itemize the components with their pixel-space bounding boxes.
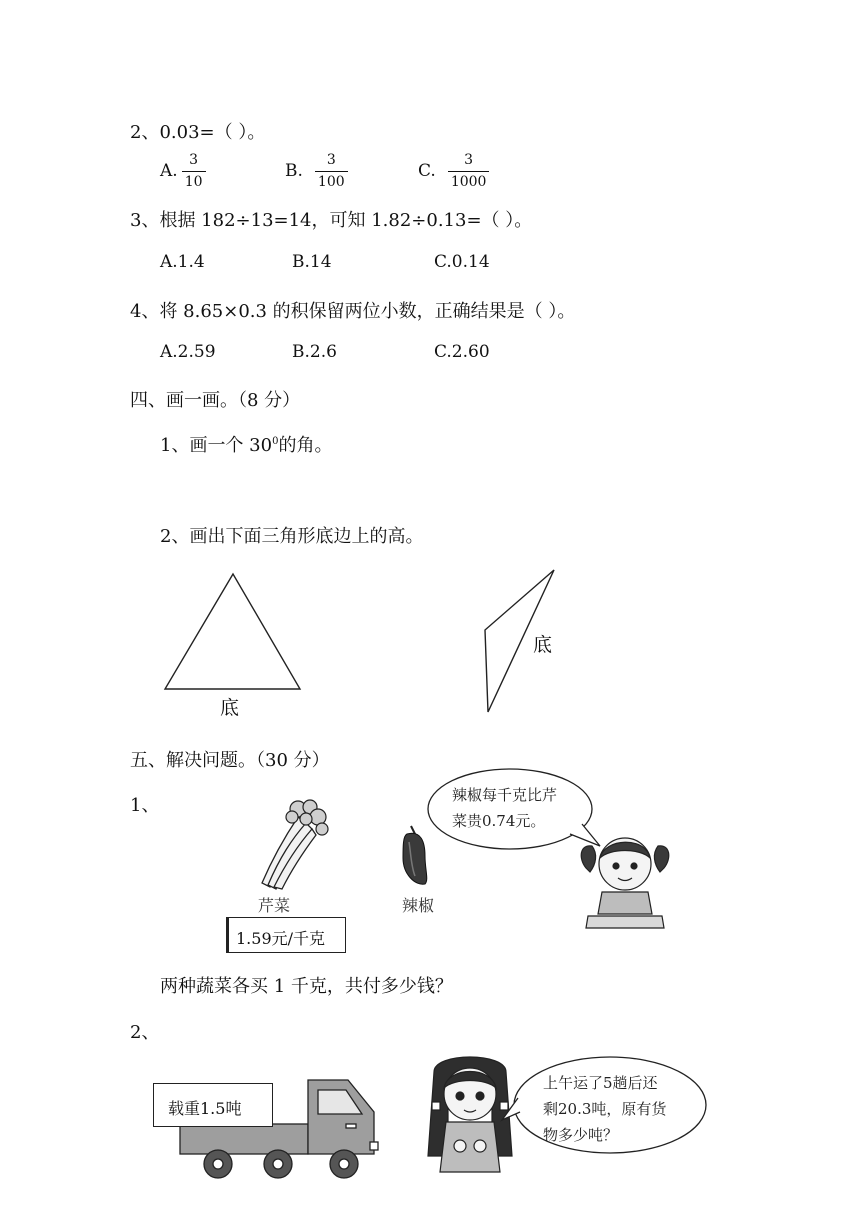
fraction — [182, 152, 206, 191]
q3-option-a: A.1.4 — [160, 252, 205, 272]
numerator: 3 — [448, 152, 490, 172]
option-label: B. — [285, 160, 303, 181]
celery-image — [248, 795, 338, 895]
numerator: 3 — [182, 152, 206, 172]
denominator: 10 — [184, 173, 203, 190]
question-2: 2、0.03=（ ）。 — [130, 122, 266, 143]
denominator: 100 — [317, 173, 345, 190]
problem-2-number: 2、 — [130, 1022, 160, 1043]
speech-line: 剩20.3吨，原有货 — [543, 1100, 667, 1118]
fraction — [315, 152, 348, 191]
fraction — [448, 152, 490, 191]
problem-1-question: 两种蔬菜各买 1 千克，共付多少钱？ — [160, 976, 453, 997]
item-text: 1、画一个 30 — [160, 435, 273, 456]
q3-option-b: B.14 — [292, 252, 332, 272]
q4-option-a: A.2.59 — [160, 342, 216, 362]
q2-option-c — [418, 152, 489, 191]
speech-line: 辣椒每千克比芹 — [452, 786, 558, 804]
truck-load-sign — [153, 1083, 273, 1127]
q2-option-a — [160, 152, 206, 191]
draw-angle-item — [160, 431, 332, 457]
q4-option-b: B.2.6 — [292, 342, 337, 362]
option-label: A. — [160, 160, 178, 181]
q4-option-c: C.2.60 — [434, 342, 490, 362]
numerator: 3 — [315, 152, 348, 172]
denominator: 1000 — [450, 173, 487, 190]
base-label-right: 底 — [533, 634, 553, 656]
price-tag-text: 1.59元/千克 — [236, 929, 326, 948]
truck-load-text: 载重1.5吨 — [168, 1099, 242, 1118]
girl-illustration-1 — [578, 828, 674, 940]
q3-option-c: C.0.14 — [434, 252, 490, 272]
speech-text-1 — [452, 782, 557, 834]
speech-line: 上午运了5趟后还 — [543, 1074, 658, 1092]
item-text: 的角。 — [278, 435, 333, 456]
base-label-left: 底 — [220, 697, 240, 719]
speech-line: 菜贵0.74元。 — [452, 812, 546, 830]
section-4-heading: 四、画一画。（8 分） — [130, 390, 301, 411]
section-5-heading: 五、解决问题。（30 分） — [130, 750, 330, 771]
problem-1-number: 1、 — [130, 795, 160, 816]
pepper-label: 辣椒 — [402, 896, 435, 915]
triangle-left — [150, 565, 320, 695]
q2-option-b — [285, 152, 348, 191]
question-3: 3、根据 182÷13=14，可知 1.82÷0.13=（ ）。 — [130, 210, 533, 231]
question-4: 4、将 8.65×0.3 的积保留两位小数，正确结果是（ ）。 — [130, 301, 576, 322]
celery-label: 芹菜 — [258, 896, 291, 915]
speech-text-2 — [543, 1070, 666, 1148]
degree-mark: 0 — [272, 436, 279, 447]
option-label: C. — [418, 160, 436, 181]
draw-height-item: 2、画出下面三角形底边上的高。 — [160, 526, 424, 547]
speech-line: 物多少吨？ — [543, 1126, 619, 1144]
price-tag — [226, 917, 346, 953]
